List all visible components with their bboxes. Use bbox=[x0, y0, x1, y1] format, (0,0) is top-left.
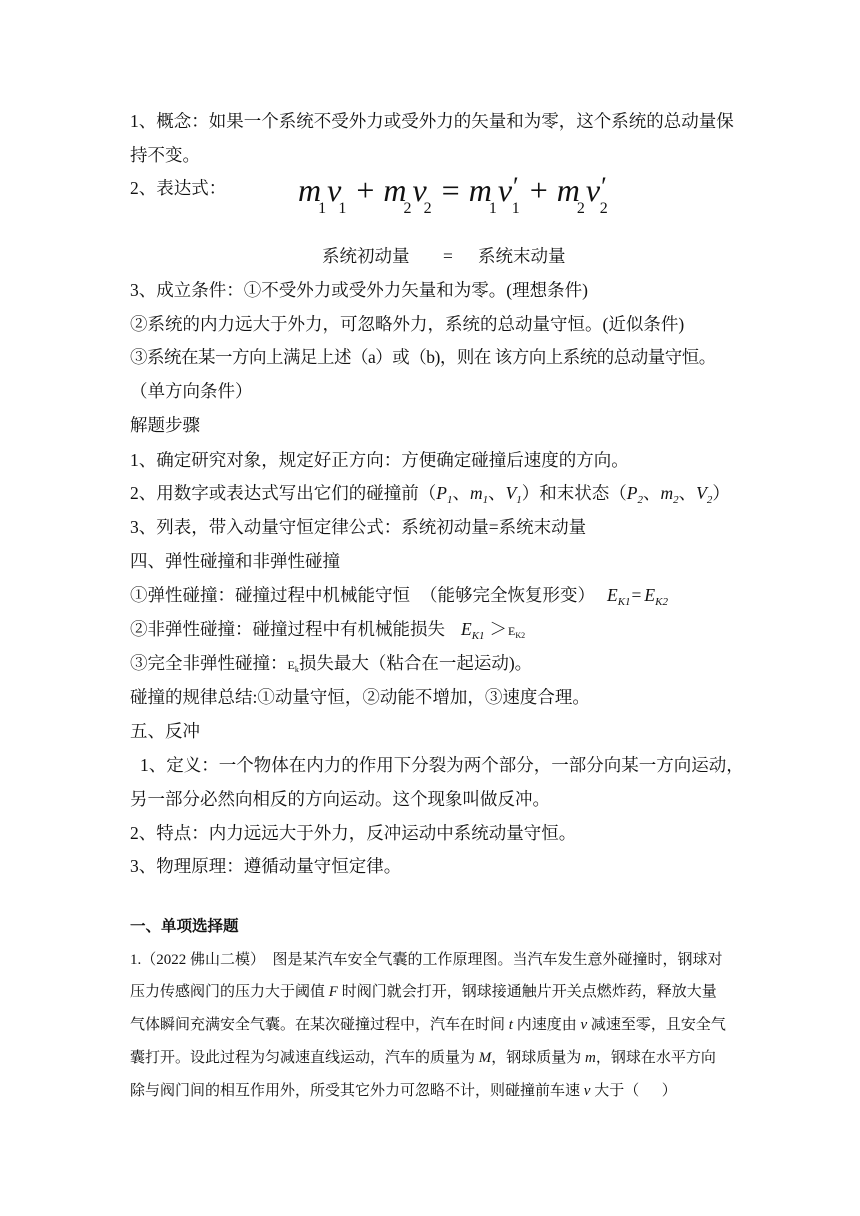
q1-ball-mass-m: m bbox=[585, 1050, 596, 1066]
perfectly-inelastic-e: E bbox=[287, 658, 295, 672]
condition-approx: ②系统的内力远大于外力，可忽略外力，系统的总动量守恒。(近似条件) bbox=[130, 314, 685, 334]
separator: 、 bbox=[643, 483, 661, 503]
step-2 bbox=[130, 476, 730, 510]
question-1-line-3 bbox=[130, 1009, 726, 1042]
formula-m1-final-sub: 1 bbox=[488, 200, 497, 217]
recoil-definition-line-1: 1、定义：一个物体在内力的作用下分裂为两个部分，一部分向某一方向运动， bbox=[140, 755, 744, 775]
q1-line2-a: 压力传感阀门的压力大于阈值 bbox=[130, 984, 329, 1000]
elastic-equals: = bbox=[631, 585, 642, 605]
perfectly-inelastic-collision bbox=[130, 646, 532, 680]
separator: 、 bbox=[488, 483, 506, 503]
q1-line4-b: ，钢球质量为 bbox=[491, 1050, 586, 1066]
formula-v2-sub: 2 bbox=[423, 200, 432, 217]
q1-time-t: t bbox=[508, 1017, 513, 1033]
formula-plus-2: + bbox=[529, 172, 548, 208]
concept-line-2: 持不变。 bbox=[130, 145, 200, 165]
formula-v1: v bbox=[327, 172, 342, 208]
condition-direction-note: （单方向条件） bbox=[130, 381, 253, 401]
initial-m: m bbox=[469, 483, 483, 503]
formula-m2: m bbox=[383, 172, 407, 208]
step-2-middle: ）和末状态（ bbox=[521, 483, 627, 503]
formula-v2-final: v bbox=[585, 172, 601, 208]
expression-label: 2、表达式： bbox=[130, 178, 227, 198]
formula-v2-final-sub: 2 bbox=[599, 200, 608, 217]
q1-line4-a: 囊打开。设此过程为匀减速直线运动，汽车的质量为 bbox=[130, 1050, 479, 1066]
caption-final-momentum: 系统末动量 bbox=[478, 246, 566, 266]
inelastic-e2-sub: K2 bbox=[515, 631, 526, 640]
final-v: V bbox=[696, 483, 707, 503]
inelastic-e1-sub: K1 bbox=[471, 630, 485, 642]
question-1-line-1: 1.（2022 佛山二模） 图是某汽车安全气囊的工作原理图。当汽车发生意外碰撞时，钢球对 bbox=[130, 952, 723, 968]
initial-m-sub: 1 bbox=[482, 494, 489, 506]
step-2-end: ） bbox=[712, 483, 730, 503]
elastic-e2: E bbox=[644, 585, 656, 605]
elastic-e1-sub: K1 bbox=[617, 596, 631, 608]
formula-m1: m bbox=[298, 172, 322, 208]
inelastic-e1: E bbox=[461, 619, 472, 639]
caption-initial-momentum: 系统初动量 bbox=[322, 246, 410, 266]
final-v-sub: 2 bbox=[706, 494, 713, 506]
initial-p-sub: 1 bbox=[446, 494, 453, 506]
formula-m2-final: m bbox=[556, 172, 580, 208]
q1-line3-a: 气体瞬间充满安全气囊。在某次碰撞过程中，汽车在时间 bbox=[130, 1017, 509, 1033]
formula-equals: = bbox=[441, 172, 460, 208]
separator: 、 bbox=[452, 483, 470, 503]
q1-speed-v-2: v bbox=[583, 1083, 591, 1099]
recoil-definition-line-2: 另一部分必然向相反的方向运动。这个现象叫做反冲。 bbox=[130, 789, 550, 809]
q1-speed-v: v bbox=[580, 1017, 588, 1033]
step-1: 1、确定研究对象，规定好正方向：方便确定碰撞后速度的方向。 bbox=[130, 450, 629, 470]
elastic-e1: E bbox=[607, 585, 618, 605]
formula-v1-prime: ′ bbox=[513, 172, 519, 201]
q1-line4-c: ，钢球在水平方向 bbox=[595, 1050, 716, 1066]
q1-threshold-f: F bbox=[328, 984, 338, 1000]
q1-line2-b: 时阀门就会打开，钢球接通触片开关点燃炸药，释放大量 bbox=[337, 984, 717, 1000]
step-3: 3、列表，带入动量守恒定律公式：系统初动量=系统末动量 bbox=[130, 517, 587, 537]
inelastic-e2: E bbox=[508, 624, 516, 638]
initial-p: P bbox=[436, 483, 447, 503]
step-2-before: 2、用数字或表达式写出它们的碰撞前（ bbox=[130, 483, 437, 503]
q1-car-mass-m: M bbox=[478, 1050, 492, 1066]
collisions-heading: 四、弹性碰撞和非弹性碰撞 bbox=[130, 551, 340, 571]
caption-equals: = bbox=[443, 246, 453, 266]
formula-m2-final-sub: 2 bbox=[576, 200, 585, 217]
condition-direction: ③系统在某一方向上满足上述（a）或（b)，则在 该方向上系统的总动量守恒。 bbox=[130, 347, 716, 367]
elastic-text: ①弹性碰撞：碰撞过程中机械能守恒 bbox=[130, 585, 410, 605]
elastic-note: （能够完全恢复形变） bbox=[420, 585, 595, 605]
formula-v1-final: v bbox=[497, 172, 513, 208]
perfectly-inelastic-suffix: 损失最大（粘合在一起运动)。 bbox=[298, 653, 533, 673]
q1-line5-b: 大于（ ） bbox=[590, 1083, 677, 1099]
formula-v2-prime: ′ bbox=[601, 172, 607, 201]
inelastic-collision bbox=[130, 612, 525, 646]
initial-v-sub: 1 bbox=[516, 494, 522, 506]
final-m: m bbox=[660, 483, 674, 503]
momentum-conservation-formula bbox=[298, 168, 609, 217]
formula-m1-final: m bbox=[468, 172, 492, 208]
steps-heading: 解题步骤 bbox=[130, 415, 200, 435]
condition-ideal: 3、成立条件：①不受外力或受外力矢量和为零。(理想条件) bbox=[130, 280, 588, 300]
formula-plus-1: + bbox=[356, 172, 375, 208]
perfectly-inelastic-e-sub: k bbox=[294, 665, 299, 674]
q1-line3-b: 内速度由 bbox=[512, 1017, 581, 1033]
question-1-line-2 bbox=[130, 976, 717, 1009]
perfectly-inelastic-prefix: ③完全非弹性碰撞： bbox=[130, 653, 288, 673]
final-p: P bbox=[626, 483, 638, 503]
separator: 、 bbox=[678, 483, 697, 503]
formula-m2-sub: 2 bbox=[403, 200, 412, 217]
recoil-feature: 2、特点：内力远远大于外力，反冲运动中系统动量守恒。 bbox=[130, 823, 577, 843]
exercises-heading: 一、单项选择题 bbox=[130, 918, 239, 935]
formula-v2: v bbox=[412, 172, 427, 208]
question-1-line-5 bbox=[130, 1075, 677, 1108]
formula-v1-sub: 1 bbox=[338, 200, 347, 217]
concept-line-1: 1、概念：如果一个系统不受外力或受外力的矢量和为零，这个系统的总动量保 bbox=[130, 111, 734, 131]
elastic-e2-sub: K2 bbox=[655, 596, 668, 608]
q1-line5-a: 除与阀门间的相互作用外，所受其它外力可忽略不计，则碰撞前车速 bbox=[130, 1083, 584, 1099]
recoil-heading: 五、反冲 bbox=[130, 721, 200, 741]
collision-summary: 碰撞的规律总结:①动量守恒，②动能不增加，③速度合理。 bbox=[130, 687, 590, 707]
recoil-principle: 3、物理原理：遵循动量守恒定律。 bbox=[130, 856, 402, 876]
inelastic-greater-than: ＞ bbox=[489, 619, 508, 639]
final-p-sub: 2 bbox=[637, 494, 643, 506]
question-1-line-4 bbox=[130, 1042, 716, 1075]
final-m-sub: 2 bbox=[673, 494, 679, 506]
initial-v: V bbox=[505, 483, 517, 503]
inelastic-text: ②非弹性碰撞：碰撞过程中有机械能损失 bbox=[130, 619, 445, 639]
formula-m1-sub: 1 bbox=[318, 200, 327, 217]
elastic-collision bbox=[130, 578, 668, 612]
formula-v1-final-sub: 1 bbox=[511, 200, 520, 217]
q1-line3-c: 减速至零，且安全气 bbox=[587, 1017, 726, 1033]
